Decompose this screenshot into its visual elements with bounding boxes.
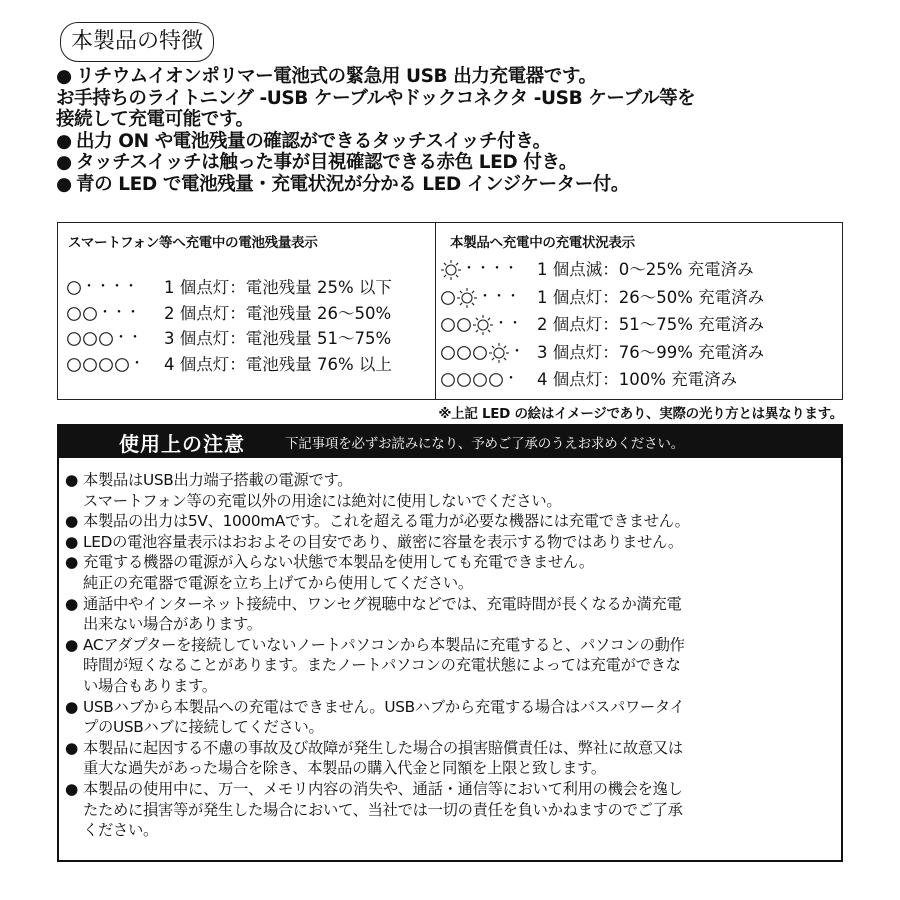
features-title: 本製品の特徴: [60, 22, 214, 62]
battery-level-row: [66, 301, 392, 327]
caution-text: 時間が短くなることがあります。またノートパソコンの充電状態によっては充電ができな: [83, 656, 681, 675]
battery-level-text: 2 個点灯：電池残量 26〜50%: [164, 303, 392, 323]
caution-text: プのUSBハブに接続してください。: [83, 718, 324, 737]
led-off-dot: ・: [476, 261, 490, 278]
led-off-dot: ・: [478, 288, 492, 305]
bullet-icon: ●: [65, 779, 79, 798]
caution-line: [65, 800, 835, 821]
caution-item: [65, 738, 835, 779]
caution-line: [65, 511, 835, 532]
led-lit-icon: [472, 372, 488, 388]
caution-item: [65, 470, 835, 511]
led-lit-icon: [82, 306, 98, 322]
feature-text: お手持ちのライトニング -USB ケーブルやドックコネクタ -USB ケーブル等を: [56, 87, 696, 109]
caution-item: [65, 594, 835, 635]
led-lit-icon: [456, 345, 472, 361]
charging-status-row: [440, 256, 764, 284]
caution-line: [65, 697, 835, 718]
led-off-dot: ・: [510, 343, 524, 360]
feature-text: タッチスイッチは触った事が目視確認できる赤色 LED 付き。: [76, 152, 577, 173]
led-blinking-icon: [472, 314, 494, 336]
bullet-icon: ●: [56, 66, 72, 87]
bullet-icon: ●: [65, 512, 79, 531]
features-list: [56, 66, 856, 195]
caution-text: い場合もあります。: [83, 676, 217, 695]
charging-status-column: [436, 223, 842, 399]
caution-line: [65, 779, 835, 800]
caution-item: [65, 532, 835, 553]
caution-text: ください。: [83, 821, 158, 840]
battery-level-rows: [66, 275, 392, 377]
charging-status-row: [440, 339, 764, 367]
caution-text: 充電する機器の電源が入らない状態で本製品を使用しても充電できません。: [83, 553, 594, 572]
feature-line: [56, 66, 856, 88]
caution-title: 使用上の注意: [119, 431, 245, 456]
caution-line: [65, 552, 835, 573]
led-blinking-icon: [440, 259, 462, 281]
caution-header: [59, 426, 841, 458]
battery-level-text: 3 個点灯：電池残量 51〜75%: [164, 329, 392, 348]
led-lit-icon: [440, 372, 456, 388]
led-off-dot: ・: [128, 330, 142, 347]
led-image-note: ※上記 LED の絵はイメージであり、実際の光り方とは異なります。: [438, 406, 843, 422]
bullet-icon: ●: [56, 173, 72, 195]
battery-level-header: スマートフォン等へ充電中の電池残量表示: [68, 235, 318, 251]
led-indicator: [440, 366, 537, 394]
caution-line: [65, 820, 835, 841]
caution-line: [65, 635, 835, 656]
feature-text: 青の LED で電池残量・充電状況が分かる LED インジケーター付。: [76, 173, 629, 195]
charging-status-text: 2 個点灯：51〜75% 充電済み: [537, 315, 765, 334]
battery-level-row: [66, 352, 392, 378]
caution-item: [65, 552, 835, 593]
led-lit-icon: [66, 357, 82, 373]
caution-text: スマートフォン等の充電以外の用途には絶対に使用しないでください。: [83, 491, 562, 510]
led-indicator: [66, 300, 164, 326]
caution-text: 本製品の使用中に、万一、メモリ内容の消失や、通話・通信等において利用の機会を逸し: [83, 779, 683, 798]
led-off-dot: ・: [504, 371, 518, 388]
led-off-dot: ・: [490, 261, 504, 278]
feature-text: リチウムイオンポリマー電池式の緊急用 USB 出力充電器です。: [76, 66, 597, 87]
caution-line: [65, 532, 835, 553]
led-off-dot: ・: [494, 316, 508, 333]
led-lit-icon: [488, 372, 504, 388]
led-lit-icon: [440, 317, 456, 333]
bullet-icon: ●: [56, 152, 72, 173]
feature-line: [56, 131, 856, 153]
bullet-icon: ●: [65, 532, 79, 551]
charging-status-text: 3 個点灯：76〜99% 充電済み: [537, 342, 765, 362]
caution-text: たために損害等が発生した場合において、当社では一切の責任を負いかねますのでご了承: [83, 800, 683, 819]
caution-line: [65, 655, 835, 676]
charging-status-rows: [440, 256, 764, 394]
caution-text: LEDの電池容量表示はおおよその目安であり、厳密に容量を表示する物ではありません。: [83, 532, 683, 551]
caution-box: [57, 424, 843, 862]
bullet-icon: ●: [65, 697, 79, 716]
caution-line: [65, 594, 835, 615]
caution-text: 本製品の出力は5V、1000mAです。これを超える電力が必要な機器には充電できません。: [83, 512, 690, 531]
caution-item: [65, 697, 835, 738]
led-lit-icon: [440, 345, 456, 361]
led-indicator: [440, 256, 537, 284]
caution-text: 純正の充電器で電源を立ち上げてから使用してください。: [83, 573, 473, 592]
led-blinking-icon: [456, 287, 478, 309]
charging-status-row: [440, 366, 764, 394]
feature-line: [56, 174, 856, 196]
led-off-dot: ・: [492, 288, 506, 305]
charging-status-text: 1 個点灯：26〜50% 充電済み: [537, 287, 765, 307]
caution-line: [65, 470, 835, 491]
led-off-dot: ・: [82, 279, 96, 296]
caution-list: [65, 470, 835, 841]
bullet-icon: ●: [56, 130, 72, 152]
bullet-icon: ●: [65, 635, 79, 654]
led-off-dot: ・: [462, 261, 476, 278]
battery-level-column: [58, 223, 436, 399]
led-indicator: [440, 338, 537, 366]
led-off-dot: ・: [124, 279, 138, 296]
feature-text: 出力 ON や電池残量の確認ができるタッチスイッチ付き。: [76, 130, 551, 152]
battery-level-text: 4 個点灯：電池残量 76% 以上: [164, 354, 392, 374]
led-indicator-table: [57, 222, 843, 400]
caution-line: [65, 491, 835, 512]
led-indicator: [440, 283, 537, 311]
led-lit-icon: [440, 290, 456, 306]
bullet-icon: ●: [65, 594, 79, 613]
led-off-dot: ・: [126, 304, 140, 321]
led-indicator: [66, 275, 164, 301]
charging-status-text: 1 個点滅：0〜25% 充電済み: [537, 260, 754, 279]
led-off-dot: ・: [112, 304, 126, 321]
led-blinking-icon: [488, 342, 510, 364]
led-lit-icon: [456, 317, 472, 333]
charging-status-row: [440, 284, 764, 312]
led-off-dot: ・: [96, 279, 110, 296]
caution-text: 本製品に起因する不慮の事故及び故障が発生した場合の損害賠償責任は、弊社に故意又は: [83, 738, 683, 757]
caution-line: [65, 676, 835, 697]
caution-line: [65, 614, 835, 635]
battery-level-text: 1 個点灯：電池残量 25% 以下: [164, 278, 392, 297]
feature-line: [56, 152, 856, 174]
caution-text: 出来ない場合があります。: [83, 615, 262, 634]
led-off-dot: ・: [130, 355, 144, 372]
led-indicator: [66, 326, 164, 352]
caution-line: [65, 717, 835, 738]
led-lit-icon: [456, 372, 472, 388]
caution-text: 本製品はUSB出力端子搭載の電源です。: [83, 471, 353, 489]
led-indicator: [440, 311, 537, 339]
led-lit-icon: [66, 306, 82, 322]
led-lit-icon: [66, 331, 82, 347]
caution-item: [65, 635, 835, 697]
led-lit-icon: [114, 357, 130, 373]
led-off-dot: ・: [114, 330, 128, 347]
caution-text: ACアダプターを接続していないノートパソコンから本製品に充電すると、パソコンの動作: [83, 635, 685, 654]
battery-level-row: [66, 275, 392, 301]
feature-line: [56, 88, 856, 110]
charging-status-header: 本製品へ充電中の充電状況表示: [450, 235, 635, 251]
caution-line: [65, 758, 835, 779]
caution-line: [65, 738, 835, 759]
bullet-icon: ●: [65, 553, 79, 572]
led-lit-icon: [66, 280, 82, 296]
led-off-dot: ・: [504, 261, 518, 278]
led-lit-icon: [82, 357, 98, 373]
led-lit-icon: [98, 331, 114, 347]
feature-text: 接続して充電可能です。: [56, 109, 254, 130]
caution-item: [65, 779, 835, 841]
led-lit-icon: [98, 357, 114, 373]
led-off-dot: ・: [98, 304, 112, 321]
bullet-icon: ●: [65, 738, 79, 757]
battery-level-row: [66, 326, 392, 352]
led-lit-icon: [472, 345, 488, 361]
bullet-icon: ●: [65, 471, 79, 489]
caution-subtitle: 下記事項を必ずお読みになり、予めご了承のうえお求めください。: [285, 436, 684, 452]
charging-status-text: 4 個点灯：100% 充電済み: [537, 370, 738, 389]
caution-item: [65, 511, 835, 532]
caution-text: 重大な過失があった場合を除き、本製品の購入代金と同額を上限と致します。: [83, 759, 606, 778]
charging-status-row: [440, 311, 764, 339]
caution-line: [65, 573, 835, 594]
caution-text: 通話中やインターネット接続中、ワンセグ視聴中などでは、充電時間が長くなるか満充電: [83, 594, 682, 613]
led-lit-icon: [82, 331, 98, 347]
led-off-dot: ・: [508, 316, 522, 333]
led-off-dot: ・: [506, 288, 520, 305]
led-indicator: [66, 351, 164, 377]
led-off-dot: ・: [110, 279, 124, 296]
caution-text: USBハブから本製品への充電はできません。USBハブから充電する場合はバスパワータイ: [83, 697, 685, 716]
feature-line: [56, 109, 856, 131]
